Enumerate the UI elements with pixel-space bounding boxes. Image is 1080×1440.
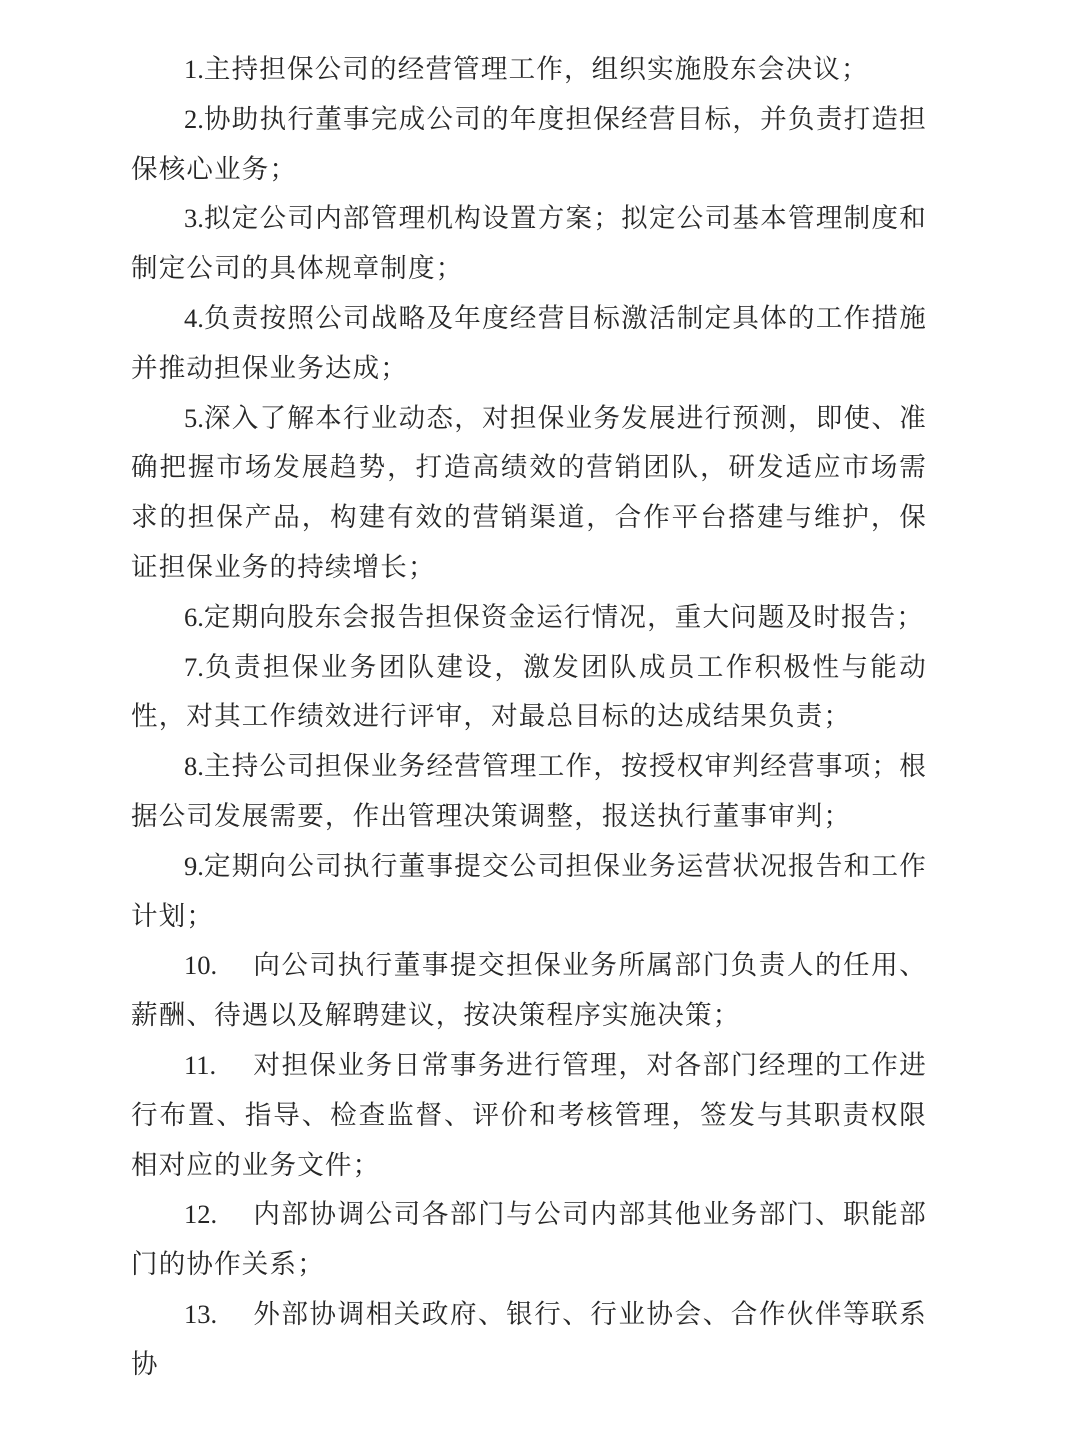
item-text: 主持公司担保业务经营管理工作，按授权审判经营事项；根据公司发展需要，作出管理决策调整，报送执行董事审判； <box>131 751 927 832</box>
item-number: 11. <box>184 1049 217 1080</box>
item-text: 协助执行董事完成公司的年度担保经营目标，并负责打造担保核心业务； <box>131 103 927 185</box>
item-number: 10. <box>184 950 218 981</box>
item-text: 负责按照公司战略及年度经营目标激活制定具体的工作措施并推动担保业务达成； <box>131 302 927 384</box>
item-text: 外部协调相关政府、银行、行业协会、合作伙伴等联系协 <box>131 1298 927 1380</box>
item-text: 定期向公司执行董事提交公司担保业务运营状况报告和工作计划； <box>131 850 927 932</box>
item-text: 向公司执行董事提交担保业务所属部门负责人的任用、薪酬、待遇以及解聘建议，按决策程序实施决策； <box>131 950 927 1032</box>
list-item <box>131 45 927 95</box>
item-text: 内部协调公司各部门与公司内部其他业务部门、职能部门的协作关系； <box>131 1199 927 1281</box>
list-item <box>131 842 927 942</box>
item-text: 主持担保公司的经营管理工作，组织实施股东会决议； <box>203 54 869 85</box>
item-number: 3. <box>184 203 204 234</box>
duty-list <box>131 45 927 1390</box>
item-number: 2. <box>184 103 204 134</box>
list-item <box>131 1190 927 1290</box>
list-item <box>131 1290 927 1390</box>
list-item <box>131 1041 927 1190</box>
list-item <box>131 593 927 643</box>
item-number: 6. <box>184 601 204 632</box>
item-number: 9. <box>184 850 204 881</box>
item-text: 对担保业务日常事务进行管理，对各部门经理的工作进行布置、指导、检查监督、评价和考核管理，签发与其职责权限相对应的业务文件； <box>131 1049 927 1181</box>
item-number: 1. <box>184 54 204 84</box>
item-text: 负责担保业务团队建设，激发团队成员工作积极性与能动性，对其工作绩效进行评审，对最总目标的达成结果负责； <box>131 651 927 733</box>
list-item <box>131 941 927 1041</box>
item-number: 4. <box>184 302 204 333</box>
item-text: 定期向股东会报告担保资金运行情况，重大问题及时报告； <box>203 601 925 633</box>
item-number: 7. <box>184 651 204 682</box>
item-number: 12. <box>184 1199 218 1230</box>
item-number: 5. <box>184 402 204 433</box>
list-item <box>131 294 927 394</box>
list-item <box>131 95 927 195</box>
item-text: 拟定公司内部管理机构设置方案；拟定公司基本管理制度和制定公司的具体规章制度； <box>131 203 927 285</box>
list-item <box>131 194 927 294</box>
list-item <box>131 742 927 842</box>
item-number: 8. <box>184 751 204 782</box>
list-item <box>131 643 927 743</box>
item-number: 13. <box>184 1298 218 1329</box>
list-item <box>131 394 927 593</box>
item-text: 深入了解本行业动态，对担保业务发展进行预测，即使、准确把握市场发展趋势，打造高绩效的营销团队，研发适应市场需求的担保产品，构建有效的营销渠道，合作平台搭建与维护，保证担保业务的持续增长； <box>131 402 927 583</box>
